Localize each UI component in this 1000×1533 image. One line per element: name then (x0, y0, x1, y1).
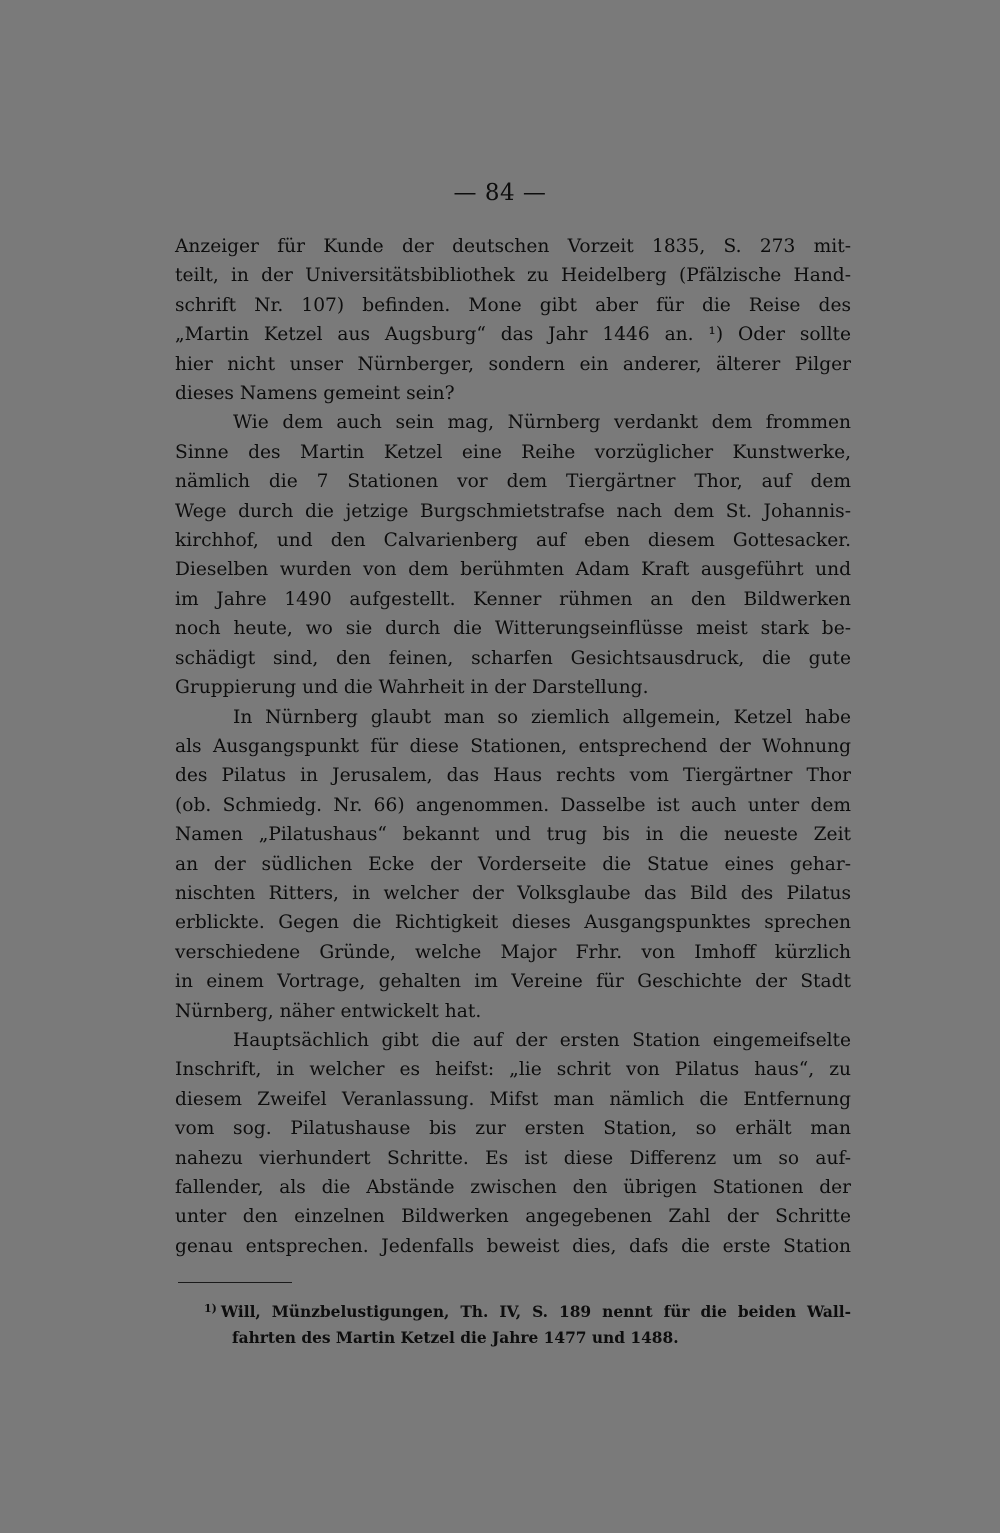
text-line: verschiedene Gründe, welche Major Frhr. von Imhoff kürzlich (175, 941, 851, 963)
text-line: noch heute, wo sie durch die Witterungseinflüsse meist stark be- (175, 618, 851, 640)
text-line: unter den einzelnen Bildwerken angegebenen Zahl der Schritte (175, 1206, 851, 1228)
text-line: nahezu vierhundert Schritte. Es ist diese Differenz um so auf- (175, 1147, 851, 1169)
footnote-line: fahrten des Martin Ketzel die Jahre 1477 und 1488. (232, 1329, 679, 1347)
text-line: Wege durch die jetzige Burgschmietstrafse nach dem St. Johannis- (175, 500, 851, 522)
text-line: erblickte. Gegen die Richtigkeit dieses Ausgangspunktes sprechen (175, 912, 851, 934)
text-line: des Pilatus in Jerusalem, das Haus rechts vom Tiergärtner Thor (175, 765, 851, 787)
text-line: im Jahre 1490 aufgestellt. Kenner rühmen an den Bildwerken (175, 588, 851, 610)
text-line: Inschrift, in welcher es heifst: „lie schrit von Pilatus haus“, zu (175, 1059, 851, 1081)
text-line: vom sog. Pilatushause bis zur ersten Station, so erhält man (175, 1118, 851, 1140)
text-line: Sinne des Martin Ketzel eine Reihe vorzüglicher Kunstwerke, (175, 441, 851, 463)
text-line: fallender, als die Abstände zwischen den übrigen Stationen der (175, 1177, 851, 1198)
footnote-separator (178, 1282, 292, 1283)
footnotes (204, 1296, 851, 1351)
text-line: Anzeiger für Kunde der deutschen Vorzeit 1835, S. 273 mit- (175, 236, 851, 257)
text-line: Wie dem auch sein mag, Nürnberg verdankt dem frommen (233, 412, 851, 434)
text-line: an der südlichen Ecke der Vorderseite die Statue eines gehar- (175, 853, 851, 875)
text-line: in einem Vortrage, gehalten im Vereine für Geschichte der Stadt (175, 971, 851, 993)
text-line: Nürnberg, näher entwickelt hat. (175, 1000, 482, 1022)
text-line: schädigt sind, den feinen, scharfen Gesichtsausdruck, die gute (175, 647, 851, 669)
text-line: genau entsprechen. Jedenfalls beweist dies, dafs die erste Station (175, 1235, 851, 1257)
text-line: als Ausgangspunkt für diese Stationen, entsprechend der Wohnung (175, 735, 851, 757)
text-line: diesem Zweifel Veranlassung. Mifst man nämlich die Entfernung (175, 1088, 851, 1110)
text-line: kirchhof, und den Calvarienberg auf eben diesem Gottesacker. (175, 530, 851, 552)
footnote-text: Will, Münzbelustigungen, Th. IV, S. 189 nennt für die beiden Wall- (220, 1303, 851, 1321)
text-line: Dieselben wurden von dem berühmten Adam Kraft ausgeführt und (175, 559, 851, 581)
body-text (175, 232, 851, 1261)
text-line: In Nürnberg glaubt man so ziemlich allgemein, Ketzel habe (233, 706, 851, 728)
text-line: hier nicht unser Nürnberger, sondern ein anderer, älterer Pilger (175, 353, 851, 375)
text-line: teilt, in der Universitätsbibliothek zu Heidelberg (Pfälzische Hand- (175, 265, 851, 287)
text-line: (ob. Schmiedg. Nr. 66) angenommen. Dasselbe ist auch unter dem (175, 794, 851, 816)
text-line: „Martin Ketzel aus Augsburg“ das Jahr 1446 an. ¹) Oder sollte (175, 324, 851, 346)
text-line: nämlich die 7 Stationen vor dem Tiergärtner Thor, auf dem (175, 471, 851, 493)
page-number: — 84 — (453, 180, 547, 206)
text-line: Hauptsächlich gibt die auf der ersten Station eingemeifselte (233, 1029, 851, 1051)
text-line: nischten Ritters, in welcher der Volksglaube das Bild des Pilatus (175, 882, 851, 904)
text-line: Namen „Pilatushaus“ bekannt und trug bis in die neueste Zeit (175, 824, 851, 846)
footnote-line (204, 1296, 851, 1325)
text-line: schrift Nr. 107) befinden. Mone gibt aber für die Reise des (175, 294, 851, 316)
text-line: dieses Namens gemeint sein? (175, 383, 455, 405)
footnote-marker: 1) (204, 1302, 217, 1315)
text-line: Gruppierung und die Wahrheit in der Darstellung. (175, 677, 649, 699)
